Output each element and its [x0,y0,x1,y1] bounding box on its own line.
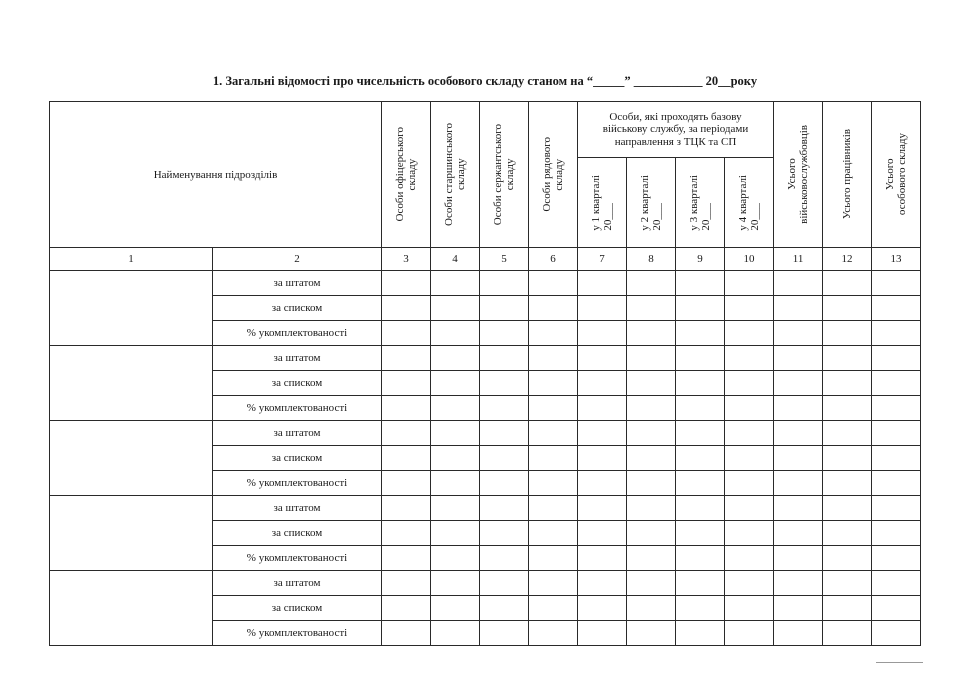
data-cell[interactable] [774,321,823,346]
data-cell[interactable] [774,496,823,521]
data-cell[interactable] [382,346,431,371]
data-cell[interactable] [725,596,774,621]
row-label-staff: за штатом [213,496,382,521]
data-cell[interactable] [382,446,431,471]
data-cell[interactable] [774,471,823,496]
data-cell[interactable] [431,396,480,421]
header-q4: у 4 кварталі 20___ [725,158,774,248]
data-cell[interactable] [676,496,725,521]
row-label-staff: за штатом [213,421,382,446]
data-cell[interactable] [872,621,921,646]
data-cell[interactable] [823,346,872,371]
data-cell[interactable] [872,571,921,596]
data-cell[interactable] [676,296,725,321]
data-cell[interactable] [382,396,431,421]
data-cell[interactable] [627,321,676,346]
column-number: 12 [823,248,872,271]
column-number: 5 [480,248,529,271]
unit-name-cell[interactable] [50,571,213,646]
data-cell[interactable] [774,271,823,296]
column-number: 4 [431,248,480,271]
data-cell[interactable] [529,446,578,471]
row-label-percent: % укомплектованості [213,321,382,346]
data-cell[interactable] [676,521,725,546]
data-cell[interactable] [578,596,627,621]
data-cell[interactable] [431,321,480,346]
header-sergeants: Особи сержантського складу [480,102,529,248]
data-cell[interactable] [823,446,872,471]
column-number: 8 [627,248,676,271]
data-cell[interactable] [823,321,872,346]
data-cell[interactable] [725,421,774,446]
data-cell[interactable] [872,546,921,571]
data-cell[interactable] [823,296,872,321]
data-cell[interactable] [725,271,774,296]
data-cell[interactable] [480,296,529,321]
form-title: 1. Загальні відомості про чисельність особового складу станом на “_____” ___________ 20__року [212,74,758,88]
data-cell[interactable] [823,596,872,621]
unit-name-cell[interactable] [50,421,213,496]
data-cell[interactable] [627,371,676,396]
data-cell[interactable] [725,296,774,321]
data-cell[interactable] [529,596,578,621]
data-cell[interactable] [578,621,627,646]
data-cell[interactable] [676,396,725,421]
row-label-list: за списком [213,446,382,471]
row-label-list: за списком [213,371,382,396]
data-cell[interactable] [431,421,480,446]
data-cell[interactable] [725,621,774,646]
data-cell[interactable] [382,546,431,571]
data-cell[interactable] [676,596,725,621]
data-cell[interactable] [529,396,578,421]
column-number: 13 [872,248,921,271]
row-label-staff: за штатом [213,346,382,371]
data-cell[interactable] [480,546,529,571]
table-body [50,271,921,646]
data-cell[interactable] [480,446,529,471]
row-label-list: за списком [213,596,382,621]
data-cell[interactable] [774,546,823,571]
header-total-servicemen: Усього військовослужбовців [774,102,823,248]
data-cell[interactable] [382,496,431,521]
data-cell[interactable] [529,496,578,521]
data-cell[interactable] [578,571,627,596]
data-cell[interactable] [872,446,921,471]
data-cell[interactable] [529,471,578,496]
data-cell[interactable] [872,346,921,371]
data-cell[interactable] [431,471,480,496]
data-cell[interactable] [578,296,627,321]
data-cell[interactable] [676,446,725,471]
data-cell[interactable] [382,321,431,346]
data-cell[interactable] [480,321,529,346]
data-cell[interactable] [774,446,823,471]
data-cell[interactable] [676,346,725,371]
data-cell[interactable] [676,371,725,396]
header-q3: у 3 кварталі 20___ [676,158,725,248]
data-cell[interactable] [480,521,529,546]
row-label-percent: % укомплектованості [213,546,382,571]
header-total-workers: Усього працівників [823,102,872,248]
data-cell[interactable] [529,571,578,596]
personnel-table [49,101,921,646]
data-cell[interactable] [529,421,578,446]
data-cell[interactable] [431,371,480,396]
data-cell[interactable] [529,346,578,371]
data-cell[interactable] [382,296,431,321]
data-cell[interactable] [480,271,529,296]
data-cell[interactable] [627,471,676,496]
unit-name-cell[interactable] [50,346,213,421]
row-label-list: за списком [213,296,382,321]
data-cell[interactable] [578,346,627,371]
data-cell[interactable] [774,621,823,646]
data-cell[interactable] [725,471,774,496]
data-cell[interactable] [725,546,774,571]
data-cell[interactable] [872,471,921,496]
data-cell[interactable] [774,371,823,396]
table-row [50,271,921,296]
data-cell[interactable] [823,546,872,571]
header-basic-service-group: Особи, які проходять базову військову службу, за періодами направлення з ТЦК та СП [578,102,774,158]
data-cell[interactable] [774,571,823,596]
column-number: 10 [725,248,774,271]
data-cell[interactable] [627,546,676,571]
header-q2: у 2 кварталі 20___ [627,158,676,248]
data-cell[interactable] [578,271,627,296]
data-cell[interactable] [480,571,529,596]
data-cell[interactable] [480,346,529,371]
data-cell[interactable] [627,346,676,371]
data-cell[interactable] [382,621,431,646]
data-cell[interactable] [431,346,480,371]
data-cell[interactable] [725,321,774,346]
row-label-percent: % укомплектованості [213,621,382,646]
data-cell[interactable] [578,321,627,346]
data-cell[interactable] [823,471,872,496]
data-cell[interactable] [627,296,676,321]
data-cell[interactable] [823,421,872,446]
data-cell[interactable] [823,521,872,546]
table-row [50,421,921,446]
data-cell[interactable] [529,371,578,396]
column-number: 11 [774,248,823,271]
data-cell[interactable] [872,396,921,421]
row-label-percent: % укомплектованості [213,471,382,496]
header-privates: Особи рядового складу [529,102,578,248]
data-cell[interactable] [823,496,872,521]
column-number: 7 [578,248,627,271]
data-cell[interactable] [872,296,921,321]
data-cell[interactable] [676,571,725,596]
data-cell[interactable] [529,271,578,296]
data-cell[interactable] [774,521,823,546]
data-cell[interactable] [823,621,872,646]
data-cell[interactable] [480,596,529,621]
data-cell[interactable] [431,621,480,646]
data-cell[interactable] [578,446,627,471]
data-cell[interactable] [627,621,676,646]
data-cell[interactable] [382,271,431,296]
data-cell[interactable] [676,621,725,646]
data-cell[interactable] [774,596,823,621]
data-cell[interactable] [676,471,725,496]
table-row [50,346,921,371]
row-label-staff: за штатом [213,571,382,596]
data-cell[interactable] [725,446,774,471]
data-cell[interactable] [578,471,627,496]
data-cell[interactable] [774,296,823,321]
data-cell[interactable] [627,571,676,596]
header-total-personnel: Усього особового складу [872,102,921,248]
row-label-percent: % укомплектованості [213,396,382,421]
data-cell[interactable] [480,371,529,396]
data-cell[interactable] [676,421,725,446]
data-cell[interactable] [578,371,627,396]
header-row-1 [50,102,921,158]
data-cell[interactable] [725,521,774,546]
data-cell[interactable] [774,396,823,421]
data-cell[interactable] [725,496,774,521]
data-cell[interactable] [480,621,529,646]
data-cell[interactable] [872,371,921,396]
data-cell[interactable] [725,396,774,421]
data-cell[interactable] [676,321,725,346]
data-cell[interactable] [382,471,431,496]
column-number: 2 [213,248,382,271]
data-cell[interactable] [480,421,529,446]
data-cell[interactable] [431,571,480,596]
data-cell[interactable] [529,621,578,646]
data-cell[interactable] [382,521,431,546]
column-number-row [50,248,921,271]
data-cell[interactable] [872,521,921,546]
data-cell[interactable] [431,596,480,621]
column-number: 9 [676,248,725,271]
data-cell[interactable] [823,371,872,396]
data-cell[interactable] [872,321,921,346]
data-cell[interactable] [725,346,774,371]
header-q1: у 1 кварталі 20___ [578,158,627,248]
data-cell[interactable] [676,546,725,571]
header-warrant-officers: Особи старшинського складу [431,102,480,248]
data-cell[interactable] [774,421,823,446]
data-cell[interactable] [578,546,627,571]
row-label-list: за списком [213,521,382,546]
data-cell[interactable] [382,596,431,621]
data-cell[interactable] [529,521,578,546]
data-cell[interactable] [725,371,774,396]
data-cell[interactable] [627,496,676,521]
row-label-staff: за штатом [213,271,382,296]
data-cell[interactable] [872,421,921,446]
data-cell[interactable] [529,546,578,571]
unit-name-cell[interactable] [50,271,213,346]
data-cell[interactable] [431,296,480,321]
data-cell[interactable] [382,421,431,446]
column-number: 1 [50,248,213,271]
data-cell[interactable] [382,371,431,396]
data-cell[interactable] [578,421,627,446]
table-row [50,496,921,521]
header-unit-name: Найменування підрозділів [50,102,382,248]
data-cell[interactable] [578,521,627,546]
column-number: 3 [382,248,431,271]
column-number: 6 [529,248,578,271]
data-cell[interactable] [480,396,529,421]
data-cell[interactable] [823,396,872,421]
data-cell[interactable] [431,521,480,546]
data-cell[interactable] [382,571,431,596]
data-cell[interactable] [627,421,676,446]
data-cell[interactable] [529,321,578,346]
data-cell[interactable] [872,496,921,521]
data-cell[interactable] [529,296,578,321]
data-cell[interactable] [872,596,921,621]
data-cell[interactable] [823,271,872,296]
data-cell[interactable] [725,571,774,596]
data-cell[interactable] [627,521,676,546]
data-cell[interactable] [480,496,529,521]
header-officers: Особи офіцерського складу [382,102,431,248]
data-cell[interactable] [627,596,676,621]
unit-name-cell[interactable] [50,496,213,571]
data-cell[interactable] [872,271,921,296]
data-cell[interactable] [578,396,627,421]
data-cell[interactable] [431,446,480,471]
data-cell[interactable] [774,346,823,371]
data-cell[interactable] [431,271,480,296]
data-cell[interactable] [627,271,676,296]
data-cell[interactable] [431,496,480,521]
data-cell[interactable] [431,546,480,571]
table-row [50,571,921,596]
data-cell[interactable] [578,496,627,521]
data-cell[interactable] [480,471,529,496]
data-cell[interactable] [823,571,872,596]
footer-line [876,662,923,663]
data-cell[interactable] [627,396,676,421]
data-cell[interactable] [627,446,676,471]
data-cell[interactable] [676,271,725,296]
